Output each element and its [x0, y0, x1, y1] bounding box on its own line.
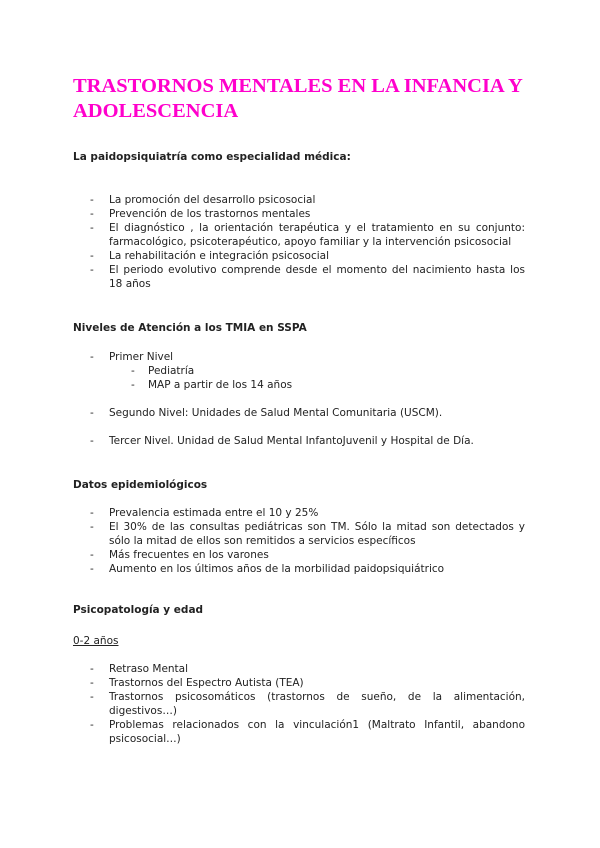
primer-nivel-label: Primer Nivel — [109, 351, 174, 363]
list-item: - La promoción del desarrollo psicosocial — [89, 193, 525, 207]
section-heading-niveles: Niveles de Atención a los TMIA en SSPA — [73, 322, 307, 334]
niveles-list — [89, 350, 525, 448]
section-heading-psicopatologia: Psicopatología y edad — [73, 604, 204, 616]
list-item: - El periodo evolutivo comprende desde el momento del nacimiento hasta los 18 años — [89, 263, 525, 291]
section-heading-especialidad: La paidopsiquiatría como especialidad médica: — [73, 151, 351, 163]
list-item: - Prevención de los trastornos mentales — [89, 207, 525, 221]
list-item-segundo-nivel: - Segundo Nivel: Unidades de Salud Mental Comunitaria (USCM). — [89, 406, 525, 420]
list-item-tercer-nivel: - Tercer Nivel. Unidad de Salud Mental InfantoJuvenil y Hospital de Día. — [89, 434, 525, 448]
especialidad-list — [89, 193, 525, 291]
list-item: - Problemas relacionados con la vinculación1 (Maltrato Infantil, abandono psicosocial…) — [89, 718, 525, 746]
list-item: - Más frecuentes en los varones — [89, 548, 525, 562]
list-item: - La rehabilitación e integración psicosocial — [89, 249, 525, 263]
sub-list-item: - Pediatría — [130, 364, 525, 378]
section-heading-epidemiologia: Datos epidemiológicos — [73, 479, 208, 491]
epidemiologia-list — [89, 506, 525, 576]
psicopatologia-list — [89, 662, 525, 746]
age-range-subheading: 0-2 años — [73, 635, 119, 647]
sub-list-item: - MAP a partir de los 14 años — [130, 378, 525, 392]
document-title: TRASTORNOS MENTALES EN LA INFANCIA Y ADOLESCENCIA — [73, 75, 522, 122]
list-item: - El diagnóstico , la orientación terapéutica y el tratamiento en su conjunto: farmacológico, psicoterapéutico, apoyo familiar y la intervención psicosocial — [89, 221, 525, 249]
list-item: - El 30% de las consultas pediátricas son TM. Sólo la mitad son detectados y sólo la mitad de ellos son remitidos a servicios específicos — [89, 520, 525, 548]
list-item: - Trastornos del Espectro Autista (TEA) — [89, 676, 525, 690]
primer-nivel-sublist — [109, 364, 525, 392]
list-item-primer-nivel — [89, 350, 525, 392]
list-item: - Retraso Mental — [89, 662, 525, 676]
list-item: - Prevalencia estimada entre el 10 y 25% — [89, 506, 525, 520]
list-item: - Trastornos psicosomáticos (trastornos de sueño, de la alimentación, digestivos…) — [89, 690, 525, 718]
list-item: - Aumento en los últimos años de la morbilidad paidopsiquiátrico — [89, 562, 525, 576]
